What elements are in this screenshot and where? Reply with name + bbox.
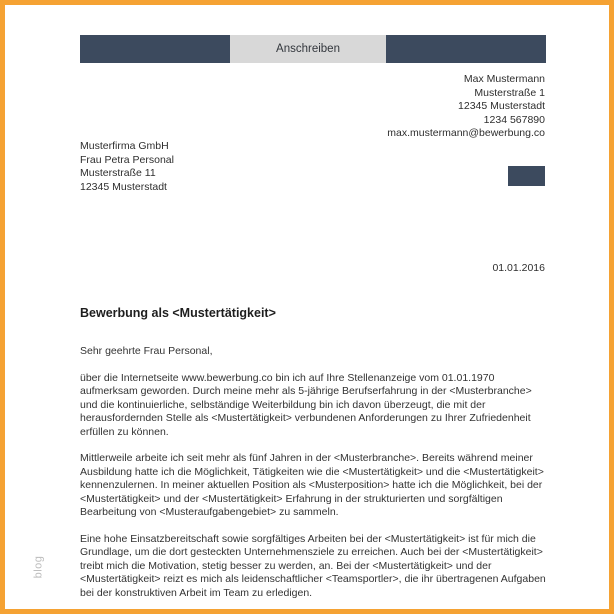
recipient-block	[80, 140, 174, 194]
sender-street: Musterstraße 1	[474, 86, 545, 99]
sender-name: Max Mustermann	[463, 73, 545, 85]
accent-block	[508, 166, 545, 186]
letter-body	[80, 345, 546, 600]
blog-watermark: blog	[32, 555, 45, 579]
recipient-company: Musterfirma GmbH	[80, 140, 169, 152]
salutation: Sehr geehrte Frau Personal,	[80, 345, 213, 357]
tab-anschreiben[interactable]	[230, 35, 386, 63]
paragraph-3: Eine hohe Einsatzbereitschaft sowie sorgfältiges Arbeiten bei der <Mustertätigkeit> ist für mich die Grundlage, um die dort gesteckten Unternehmensziele zu erreichen. Auch bei der <Mustertätigkeit> treibt mich die Motivation, stetig besser zu werden, an. Bei der <Mustertätigkeit> und der <Mustertätigkeit> reizt es mich als leidenschaftlicher <Teamsportler>, die ihr übertragenen Aufgaben bei der konstruktiven Arbeit im Team zu erledigen.	[80, 532, 546, 599]
paragraph-2: Mittlerweile arbeite ich seit mehr als fünf Jahren in der <Musterbranche>. Bereits während meiner Ausbildung hatte ich die Möglichkeit, Tätigkeiten wie die <Mustertätigkeit> und die <Mustertätigkeit> kennenzulernen. In meiner aktuellen Position als <Musterposition> hatte ich die Möglichkeit, bei der <Mustertätigkeit> und der <Mustertätigkeit> Erfahrung in der strukturierten und sorgfältigen Bearbeitung von <Musteraufgabengebiet> zu sammeln.	[80, 452, 544, 518]
paragraph-1: über die Internetseite www.bewerbung.co bin ich auf Ihre Stellenanzeige vom 01.01.1970 aufmerksam geworden. Durch meine mehr als 5-jährige Berufserfahrung in der <Musterbranche> und die kontinuierliche, selbständige Weiterbildung bin ich davon überzeugt, die mit der herausfordernden Stelle als <Mustertätigkeit> verbundenen Anforderungen zu Ihrer Zufriedenheit erfüllen zu können.	[80, 371, 532, 438]
sender-phone: 1234 567890	[483, 113, 545, 126]
tab-label: Anschreiben	[276, 43, 340, 55]
header-bar-left-segment	[80, 35, 230, 63]
subject-line: Bewerbung als <Mustertätigkeit>	[80, 306, 276, 320]
sender-block	[387, 73, 545, 141]
recipient-contact: Frau Petra Personal	[80, 153, 174, 166]
sender-email: max.mustermann@bewerbung.co	[387, 127, 545, 139]
recipient-city: 12345 Musterstadt	[80, 180, 167, 193]
header-bar	[80, 35, 546, 63]
recipient-street: Musterstraße 11	[80, 167, 156, 179]
letter-date: 01.01.2016	[492, 262, 545, 274]
header-bar-right-segment	[386, 35, 546, 63]
sender-city: 12345 Musterstadt	[458, 100, 545, 112]
